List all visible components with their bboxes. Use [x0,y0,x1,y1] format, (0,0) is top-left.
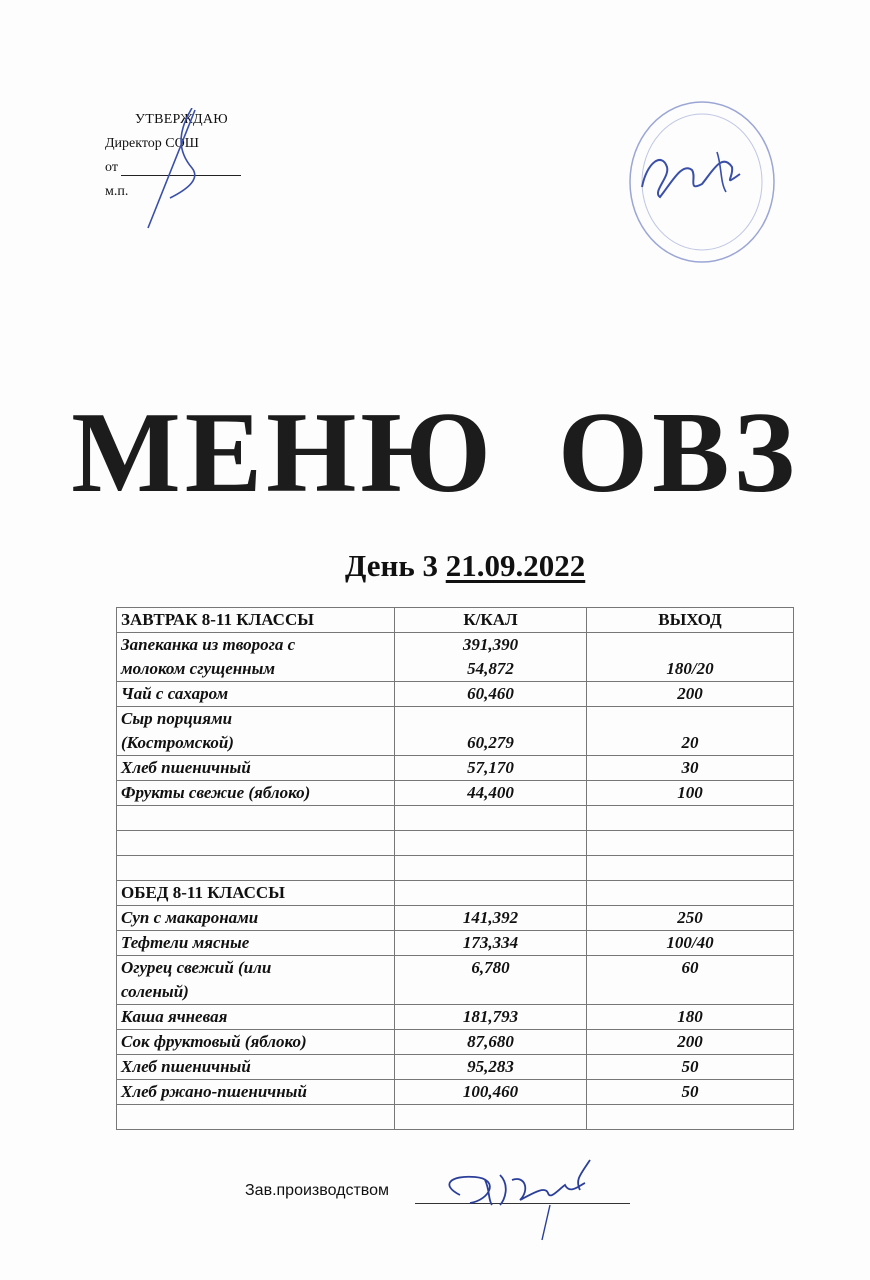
table-row [117,1080,794,1105]
table-row [117,956,794,1005]
dish-name: Суп с макаронами [117,906,395,931]
table-row [117,781,794,806]
lunch-header-row [117,881,794,906]
dish-output: 100 [587,781,794,806]
dish-kcal: 60,279 [395,707,587,756]
dish-output: 50 [587,1080,794,1105]
dish-name: Запеканка из творога с молоком сгущенным [117,633,395,682]
day-heading [345,548,585,584]
kcal-header: К/КАЛ [395,608,587,633]
menu-table [116,607,794,1130]
dish-output: 100/40 [587,931,794,956]
dish-kcal: 95,283 [395,1055,587,1080]
table-row [117,1030,794,1055]
dish-name: Сок фруктовый (яблоко) [117,1030,395,1055]
dish-kcal: 87,680 [395,1030,587,1055]
dish-kcal: 60,460 [395,682,587,707]
page-title: МЕНЮ ОВЗ [71,389,799,517]
dish-output: 200 [587,1030,794,1055]
dish-output: 50 [587,1055,794,1080]
empty-row [117,831,794,856]
output-header: ВЫХОД [587,608,794,633]
day-date: 21.09.2022 [445,548,586,583]
table-row [117,682,794,707]
dish-name: Хлеб пшеничный [117,1055,395,1080]
breakfast-header-row [117,608,794,633]
empty-row [117,856,794,881]
dish-output: 60 [587,956,794,1005]
table-row [117,756,794,781]
breakfast-header: ЗАВТРАК 8-11 КЛАССЫ [117,608,395,633]
dish-name: Хлеб ржано-пшеничный [117,1080,395,1105]
dish-name: Тефтели мясные [117,931,395,956]
approval-seal-label: м.п. [105,184,129,199]
dish-output: 250 [587,906,794,931]
approval-position: Директор СОШ [105,136,199,151]
dish-name: Каша ячневая [117,1005,395,1030]
dish-kcal: 391,390 54,872 [395,633,587,682]
table-row [117,1055,794,1080]
dish-kcal: 44,400 [395,781,587,806]
approval-from: от [105,160,118,175]
dish-kcal: 57,170 [395,756,587,781]
dish-kcal: 181,793 [395,1005,587,1030]
table-row [117,931,794,956]
table-row [117,1005,794,1030]
dish-kcal: 100,460 [395,1080,587,1105]
production-manager-label: Зав.производством [245,1182,389,1199]
dish-name: Хлеб пшеничный [117,756,395,781]
dish-output: 20 [587,707,794,756]
empty-row [117,1105,794,1130]
director-signature [140,108,220,233]
dish-kcal: 141,392 [395,906,587,931]
empty-row [117,806,794,831]
approval-title: УТВЕРЖДАЮ [135,112,228,127]
table-row [117,633,794,682]
dish-name: Огурец свежий (или соленый) [117,956,395,1005]
table-row [117,707,794,756]
lunch-header: ОБЕД 8-11 КЛАССЫ [117,881,395,906]
dish-output: 200 [587,682,794,707]
dish-output: 180 [587,1005,794,1030]
dish-name: Фрукты свежие (яблоко) [117,781,395,806]
dish-name: Сыр порциями (Костромской) [117,707,395,756]
table-row [117,906,794,931]
dish-kcal: 173,334 [395,931,587,956]
day-label: День 3 [345,548,438,583]
dish-kcal: 6,780 [395,956,587,1005]
dish-output: 30 [587,756,794,781]
dish-output: 180/20 [587,633,794,682]
official-stamp [622,92,787,267]
dish-name: Чай с сахаром [117,682,395,707]
manager-signature [430,1145,620,1245]
